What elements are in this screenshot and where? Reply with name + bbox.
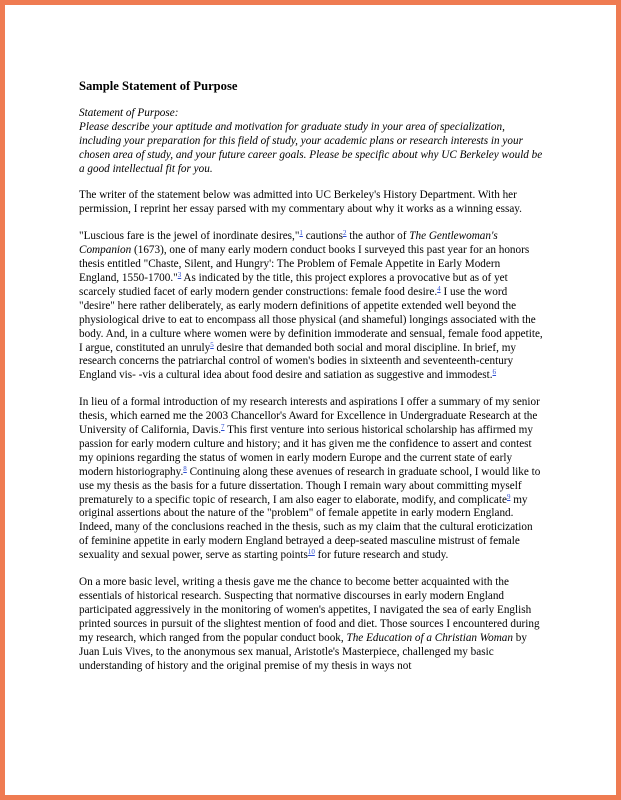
text-span: Continuing along these avenues of research in graduate school, I would like to use my thesis as the basis for a future dissertation. Though I remain wary about committing myself prematurely to a specific topic of research, I am also eager to elaborate, modify, and complicate [79, 465, 541, 506]
text-span: the author of [346, 230, 410, 243]
text-span: I use the word "desire" here rather deliberately, as early modern definitions of appetite extended well beyond the physiological drive to eat to encompass all those physical (and shameful) longings associated with the body. And, in a culture where women were by definition immoderate and sensual, female food appetite, I argue, constituted an unruly [79, 285, 543, 354]
text-span: desire that demanded both social and moral discipline. In brief, my research concerns the patriarchal control of women's bodies in sixteenth and seventeenth-century England vis- -vis a cultural idea about food desire and satiation as suggestive and immodest. [79, 341, 517, 382]
text-span: (1673), one of many early modern conduct books I surveyed this past year for an honors thesis entitled "Chaste, Silent, and Hungry': The Problem of Female Appetite in Early Modern England, 1550-1700." [79, 244, 530, 284]
footnote-link[interactable]: 10 [307, 548, 315, 557]
book-title: The Education of a Christian Woman [346, 631, 513, 644]
essay-paragraph-1 [79, 230, 543, 383]
footnote-link[interactable]: 1 [299, 229, 303, 238]
text-span: cautions [302, 230, 343, 243]
footnote-link[interactable]: 5 [210, 340, 214, 349]
text-span: for future research and study. [314, 549, 449, 562]
footnote-link[interactable]: 2 [342, 229, 347, 238]
text-span: by Juan Luis Vives, to the anonymous sex manual, Aristotle's Masterpiece, challenged my basic understanding of history and the original premise of my thesis in ways not [79, 631, 527, 672]
essay-paragraph-3 [79, 576, 543, 673]
prompt-block [79, 107, 543, 177]
text-span: In lieu of a formal introduction of my research interests and aspirations I offer a summary of my senior thesis, which earned me the 2003 Chancellor's Award for Excellence in Undergraduate Research at the University of California, Davis. [79, 396, 540, 437]
text-span: This first venture into serious historical scholarship has affirmed my passion for early modern culture and history; and it has given me the confidence to assert and contest my opinions regarding the status of women in early modern Europe and the current state of early modern historiography. [79, 424, 533, 478]
footnote-link[interactable]: 9 [506, 492, 511, 501]
footnote-link[interactable]: 7 [221, 423, 225, 432]
document-title: Sample Statement of Purpose [79, 79, 238, 93]
prompt-text: Please describe your aptitude and motivation for graduate study in your area of specialization, including your preparation for this field of study, your academic plans or research interests in your chosen area of study, and your future career goals. Please be specific about why UC Berkeley would be a good intellectual fit for you. [79, 120, 543, 175]
footnote-link[interactable]: 3 [177, 270, 182, 279]
book-title: The Gentlewoman's Companion [79, 230, 498, 257]
footnote-link[interactable]: 8 [183, 464, 187, 473]
document-page [79, 80, 543, 686]
text-span: As indicated by the title, this project explores a provocative but as of yet scarcely studied facet of early modern gender constructions: female food desire. [79, 271, 508, 298]
prompt-label: Statement of Purpose: [79, 106, 179, 119]
intro-paragraph: The writer of the statement below was admitted into UC Berkeley's History Department. With her permission, I reprint her essay parsed with my commentary about why it works as a winning essay. [79, 189, 522, 216]
text-span: "Luscious fare is the jewel of inordinate desires," [79, 230, 300, 243]
footnote-link[interactable]: 4 [437, 284, 441, 293]
text-span: On a more basic level, writing a thesis gave me the chance to become better acquainted with the essentials of historical research. Suspecting that normative discourses in early modern England participated aggressively in the monitoring of women's appetites, I navigated the sea of early English printed sources in pursuit of the slightest mention of food and diet. Those sources I encountered during my research, which ranged from the popular conduct book, [79, 576, 540, 644]
text-span: my original assertions about the nature of the "problem" of female appetite in early modern England. Indeed, many of the conclusions reached in the thesis, such as my claim that the cultural eroticization of feminine appetite in early modern England betrayed a deep-seated masculine mistrust of female sexuality and sexual power, serve as starting points [79, 493, 533, 562]
essay-paragraph-2 [79, 396, 543, 563]
footnote-link[interactable]: 6 [492, 368, 497, 377]
